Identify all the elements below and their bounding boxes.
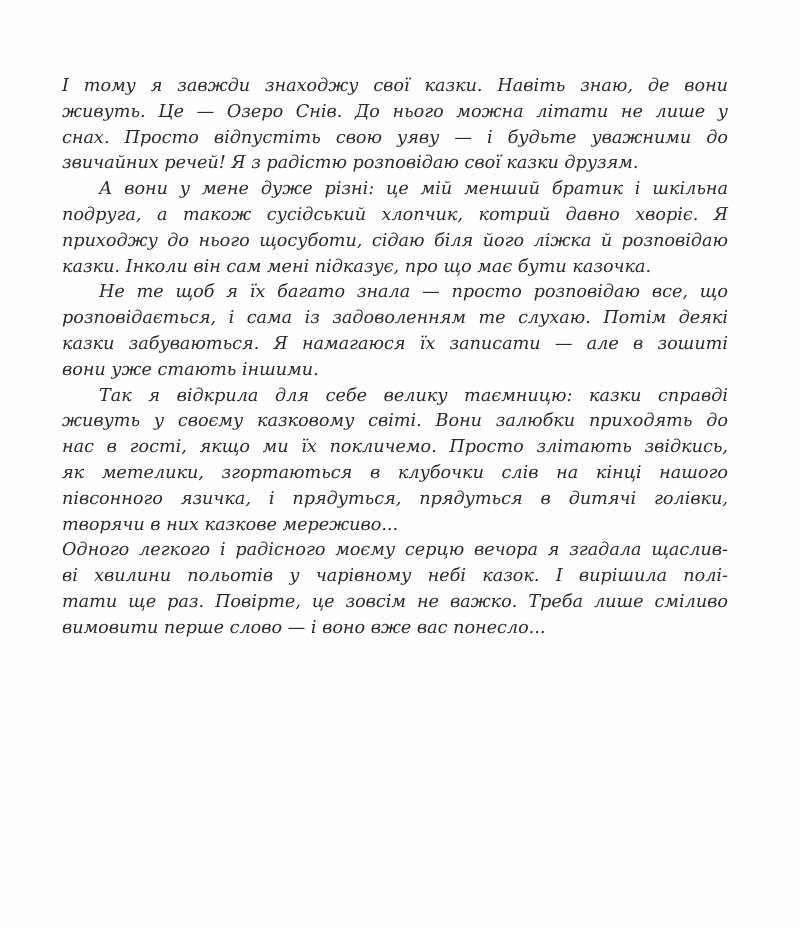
text-line: казки забуваються. Я намагаюся їх записати — але в зошиті xyxy=(62,333,728,354)
text-line: нас в гості, якщо ми їх покличемо. Просто злітають звідкись, xyxy=(62,437,728,458)
text-line: півсонного язичка, і прядуться, прядуться в дитячі голівки, xyxy=(62,488,728,509)
paragraph-5 xyxy=(62,538,728,641)
paragraph-2 xyxy=(62,177,728,280)
story-text xyxy=(62,74,728,642)
text-line: Так я відкрила для себе велику таємницю: казки справді xyxy=(99,385,728,406)
text-line: вимовити перше слово — і воно вже вас понесло... xyxy=(62,617,546,638)
paragraph-4 xyxy=(62,384,728,539)
paragraph-3 xyxy=(62,280,728,383)
text-line: як метелики, згортаються в клубочки слів на кінці нашого xyxy=(62,462,728,483)
text-line: подруга, а також сусідський хлопчик, котрий давно хворіє. Я xyxy=(62,204,728,225)
text-line: тати ще раз. Повірте, це зовсім не важко. Треба лише сміливо xyxy=(62,591,728,612)
text-line: живуть у своєму казковому світі. Вони залюбки приходять до xyxy=(62,411,728,432)
text-line: І тому я завжди знаходжу свої казки. Навіть знаю, де вони xyxy=(62,76,728,96)
text-line: Не те щоб я їх багато знала — просто розповідаю все, що xyxy=(99,282,728,303)
text-line: розповідається, і сама із задоволенням те слухаю. Потім деякі xyxy=(62,308,728,329)
paragraph-1 xyxy=(62,74,728,177)
text-line: казки. Інколи він сам мені підказує, про що має бути казочка. xyxy=(62,256,652,277)
text-line: А вони у мене дуже різні: це мій менший братик і шкільна xyxy=(99,179,728,200)
text-line: вони уже стають іншими. xyxy=(62,359,319,380)
text-line: звичайних речей! Я з радістю розповідаю свої казки друзям. xyxy=(62,153,639,174)
text-line: живуть. Це — Озеро Снів. До нього можна літати не лише у xyxy=(62,101,728,122)
text-line: Одного легкого і радісного моєму серцю вечора я згадала щаслив- xyxy=(62,540,728,561)
text-line: творячи в них казкове мереживо... xyxy=(62,514,399,535)
text-line: снах. Просто відпустіть свою уяву — і будьте уважними до xyxy=(62,127,728,148)
text-line: приходжу до нього щосуботи, сідаю біля його ліжка й розповідаю xyxy=(62,230,728,251)
text-line: ві хвилини польотів у чарівному небі казок. І вирішила полі- xyxy=(62,566,728,587)
